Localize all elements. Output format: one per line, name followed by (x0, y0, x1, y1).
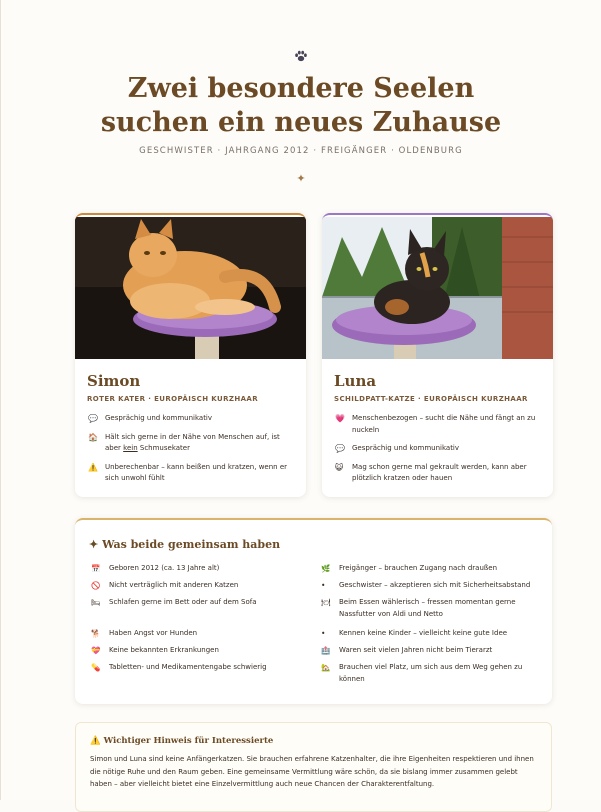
trait-list-simon (87, 413, 296, 492)
cat-face-icon: 😺 (335, 462, 344, 472)
list-item: • Geschwister – akzeptieren sich mit Sicherheitsabstand (321, 581, 531, 590)
cat-photo-simon (75, 217, 306, 359)
list-item: 🏥 Waren seit vielen Jahren nicht beim Tierarzt (321, 646, 493, 655)
trait-item: 🏠 Hält sich gerne in der Nähe von Menschen auf, ist aber kein Schmusekater (88, 432, 280, 452)
page-subtitle: GESCHWISTER · JAHRGANG 2012 · FREIGÄNGER · OLDENBURG (139, 146, 463, 156)
cat-name-luna: Luna (334, 372, 377, 390)
heart-check-icon: 💝 (91, 646, 101, 655)
bowl-icon: 🍽 (321, 598, 331, 607)
list-item: 💊 Tabletten- und Medikamentengabe schwierig (91, 663, 267, 672)
important-note (75, 722, 552, 812)
dog-icon: 🐕 (91, 629, 101, 638)
note-text: Simon und Luna sind keine Anfängerkatzen. Sie brauchen erfahrene Katzenhalter, die ihre Eigenheiten respektieren und ihnen die nötige Ruhe und den Raum geben. Eine gemeinsame Vermittlung wäre schön, da sie bislang immer zusammen gelebt haben – aber vielleicht bietet eine Einzelvermittlung auch neue Chancen der Charakterentfaltung. (90, 755, 534, 788)
warning-icon: ⚠️ (90, 736, 101, 746)
leaf-icon: 🌿 (321, 564, 331, 573)
bed-icon: 🛏 (91, 598, 101, 607)
trait-item: ⚠️ Unberechenbar – kann beißen und kratzen, wenn er sich unwohl fühlt (88, 462, 288, 482)
common-traits-left (91, 563, 303, 679)
list-item: 📅 Geboren 2012 (ca. 13 Jahre alt) (91, 564, 220, 573)
cat-card-luna (322, 213, 553, 497)
list-item: • Kennen keine Kinder – vielleicht keine gute Idee (321, 629, 508, 638)
cat-subtitle-simon: ROTER KATER · EUROPÄISCH KURZHAAR (87, 395, 259, 403)
trait-list-luna (334, 413, 543, 492)
list-item: 💝 Keine bekannten Erkrankungen (91, 646, 219, 655)
dot-icon: • (321, 629, 326, 638)
common-traits-heading: ✦ Was beide gemeinsam haben (89, 538, 281, 551)
house-icon: 🏠 (88, 432, 98, 442)
list-item: 🚫 Nicht verträglich mit anderen Katzen (91, 581, 239, 590)
list-item: 🛏 Schlafen gerne im Bett oder auf dem Sofa (91, 598, 257, 607)
list-item: 🐕 Haben Angst vor Hunden (91, 629, 198, 638)
cat-photo-luna (322, 217, 553, 359)
heart-icon: 💗 (335, 414, 345, 423)
clinic-icon: 🏥 (321, 646, 331, 655)
sparkle-icon: ✦ (89, 538, 99, 551)
trait-item: 💬 Gesprächig und kommunikativ (335, 444, 460, 453)
no-entry-icon: 🚫 (91, 581, 101, 590)
common-traits-right (321, 563, 537, 683)
speech-icon: 💬 (88, 414, 98, 423)
common-traits-section (75, 518, 552, 704)
list-item: 🏡 Brauchen viel Platz, um sich aus dem Weg gehen zu können (321, 663, 523, 683)
page-title (1, 72, 601, 140)
cat-name-simon: Simon (87, 372, 141, 390)
cat-card-simon (75, 213, 306, 497)
speech-icon: 💬 (335, 444, 345, 453)
list-item: 🍽 Beim Essen wählerisch – fressen momentan gerne Nassfutter von Aldi und Netto (321, 598, 516, 618)
dot-icon: • (321, 581, 326, 590)
warning-icon: ⚠️ (88, 462, 98, 472)
list-item: 🌿 Freigänger – brauchen Zugang nach draußen (321, 564, 498, 573)
pill-icon: 💊 (91, 663, 101, 672)
calendar-icon: 📅 (91, 564, 101, 573)
sparkle-icon: ✦ (296, 172, 306, 185)
title-line-1: Zwei besondere Seelen (127, 73, 475, 104)
trait-item: 💗 Menschenbezogen – sucht die Nähe und fängt an zu nuckeln (335, 414, 536, 434)
trait-item: 💬 Gesprächig und kommunikativ (88, 414, 213, 423)
note-heading: ⚠️ Wichtiger Hinweis für Interessierte (90, 736, 274, 746)
trait-item: 😺 Mag schon gerne mal gekrault werden, kann aber plötzlich kratzen oder hauen (335, 462, 527, 482)
house-icon: 🏡 (321, 663, 331, 672)
title-line-2: suchen ein neues Zuhause (100, 107, 502, 138)
cat-subtitle-luna: SCHILDPATT-KATZE · EUROPÄISCH KURZHAAR (334, 395, 528, 403)
paw-icon (1, 50, 601, 66)
